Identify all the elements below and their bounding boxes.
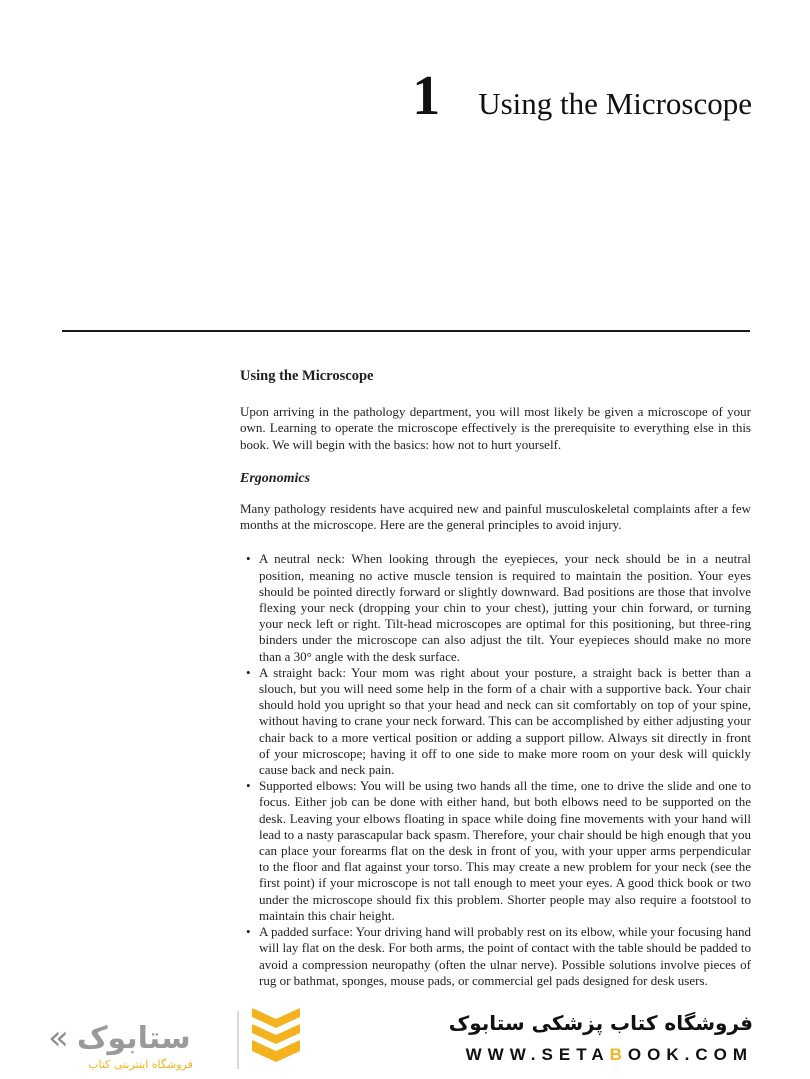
ergonomics-bullet-list [240,551,751,988]
store-title: فروشگاه کتاب پزشکی ستابوک [448,1011,753,1035]
section-heading: Using the Microscope [240,368,374,384]
bullet-item: • A padded surface: Your driving hand will probably rest on its elbow, while your focusing hand will lay flat on the desk. For both arms, the point of contact with the table should be padded to avoid a compression neuropathy (often the ulnar nerve). Possible solutions involve pieces of rug or bathmat, sponges, mouse pads, or commercial gel pads designed for desk users. [246,924,751,989]
footer [0,997,810,1079]
chapter-title: Using the Microscope [478,86,752,121]
footer-right [449,1011,753,1065]
intro-paragraph: Upon arriving in the pathology department, you will most likely be given a microscope of your own. Learning to operate the microscope effectively is the prerequisite to everything else in this book. We will begin with the basics: how not to hurt yourself. [240,404,751,452]
bullet-item: • Supported elbows: You will be using two hands all the time, one to drive the slide and one to focus. Either job can be done with either hand, but both elbows need to be supported on the desk. Leaving your elbows floating in space while doing fine movements with your hand will lead to a nasty parascapular back spasm. Therefore, your chair should be high enough that you can place your forearms flat on the desk in front of you, with your upper arms perpendicular to the floor and flat against your torso. This may create a new problem for your neck (see the first point) if your microscope is not tall enough to meet your eyes. A good thick book or two under the microscope should fix this problem. Shorter people may also require a footstool to maintain this chair height. [246,778,751,924]
website-url [449,1045,753,1065]
setabook-logo [48,1018,233,1071]
url-prefix: WWW.SETA [465,1045,610,1064]
subsection-intro-paragraph: Many pathology residents have acquired new and painful musculoskeletal complaints after a few months at the microscope. Here are the general principles to avoid injury. [240,501,751,533]
url-suffix: OOK.COM [627,1045,753,1064]
bullet-item: • A straight back: Your mom was right about your posture, a straight back is better than a slouch, but you will need some help in the form of a chair with a supportive back. Your chair should hold you upright so that your head and neck can sit comfortably on top of your spine, without having to crane your neck forward. This can be accomplished by either adjusting your chair back to a more vertical position or adding a support pillow. Always sit directly in front of your microscope; having it off to one side to make more room on your desk will quickly cause back and neck pain. [246,665,751,778]
logo-tagline: فروشگاه اینترنتی کتاب [88,1058,193,1071]
setabook-chevrons-icon [250,1006,302,1071]
bullet-item: • A neutral neck: When looking through the eyepieces, your neck should be in a neutral position, meaning no active muscle tension is required to maintain the position. Your eyes should be pointed directly forward or slightly downward. Bad positions are those that involve flexing your neck (dropping your chin to your chest), jutting your chin forward, or turning your neck left or right. Tilt-head microscopes are optimal for this positioning, but three-ring binders under the microscope can also adjust the tilt. Your eyepieces should make no more than a 30° angle with the desk surface. [246,551,751,664]
header-rule [62,330,750,332]
logo-wordmark: ستابوک [76,1020,191,1056]
subsection-heading-ergonomics: Ergonomics [240,470,311,486]
chapter-header [60,65,752,127]
chapter-number: 1 [412,65,441,127]
footer-divider [237,1011,239,1069]
double-chevron-left-icon: « [48,1018,69,1058]
body-column [240,368,751,989]
url-highlight: B [609,1045,628,1064]
logo-row [48,1018,233,1058]
